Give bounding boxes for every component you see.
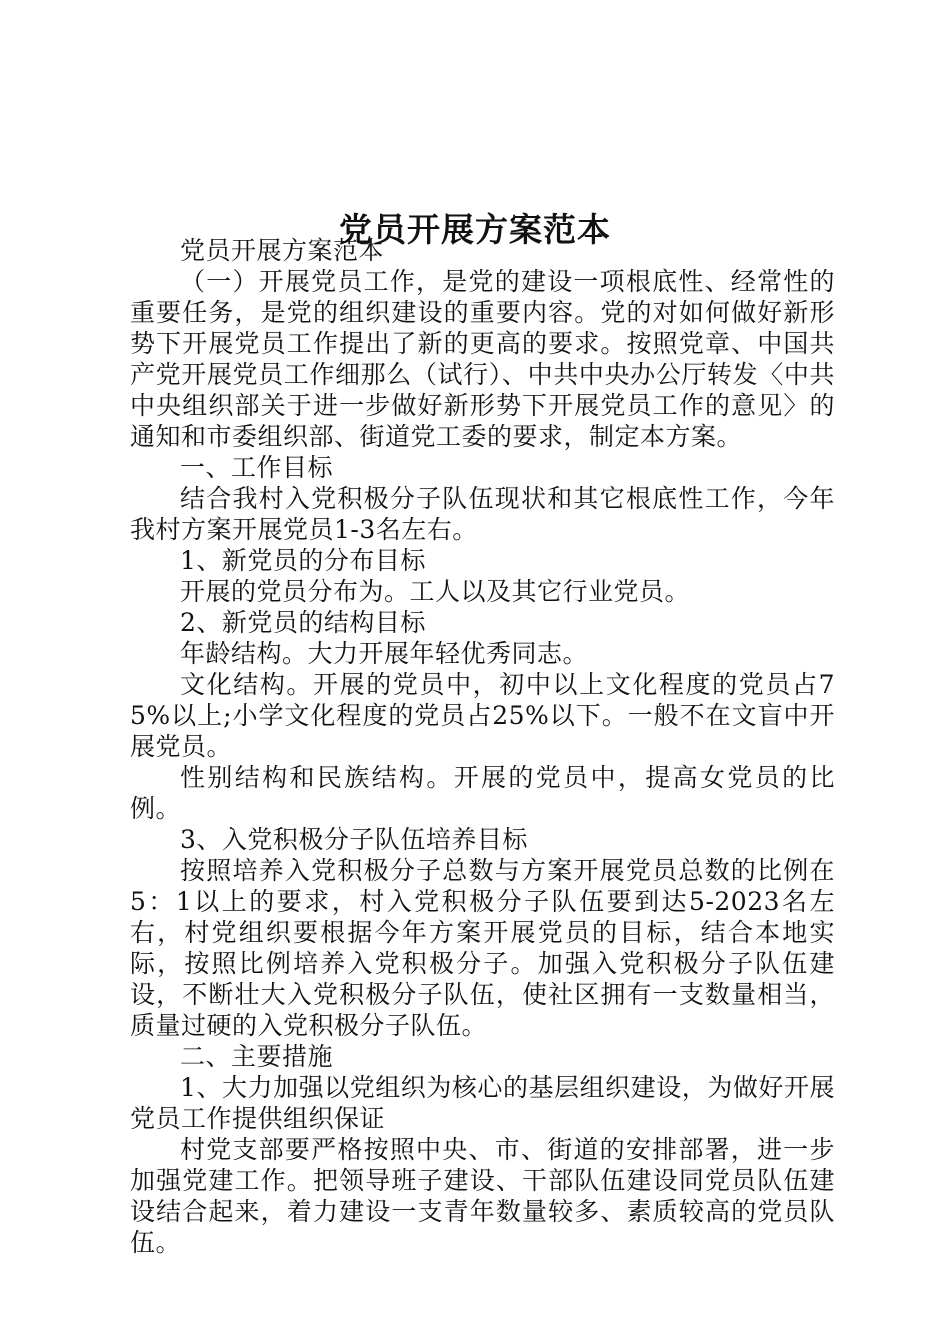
subsection-heading: 1、大力加强以党组织为核心的基层组织建设，为做好开展党员工作提供组织保证 [130, 1073, 835, 1133]
paragraph: 文化结构。开展的党员中，初中以上文化程度的党员占75%以上;小学文化程度的党员占25%以下。一般不在文盲中开展党员。 [130, 670, 835, 761]
paragraph: （一）开展党员工作，是党的建设一项根底性、经常性的重要任务，是党的组织建设的重要内容。党的对如何做好新形势下开展党员工作提出了新的更高的要求。按照党章、中国共产党开展党员工作细那么（试行）、中共中央办公厅转发〈中共中央组织部关于进一步做好新形势下开展党员工作的意见〉的通知和市委组织部、街道党工委的要求，制定本方案。 [130, 267, 835, 451]
paragraph: 结合我村入党积极分子队伍现状和其它根底性工作，今年我村方案开展党员1-3名左右。 [130, 484, 835, 544]
paragraph: 性别结构和民族结构。开展的党员中，提高女党员的比例。 [130, 763, 835, 823]
paragraph: 党员开展方案范本 [180, 236, 385, 265]
section-heading: 一、工作目标 [180, 453, 334, 482]
subsection-heading: 3、入党积极分子队伍培养目标 [180, 825, 528, 854]
paragraph: 开展的党员分布为。工人以及其它行业党员。 [180, 577, 691, 606]
section-heading: 二、主要措施 [180, 1042, 334, 1071]
subsection-heading: 1、新党员的分布目标 [180, 546, 426, 575]
paragraph: 年龄结构。大力开展年轻优秀同志。 [180, 639, 589, 668]
paragraph: 村党支部要严格按照中央、市、街道的安排部署，进一步加强党建工作。把领导班子建设、干部队伍建设同党员队伍建设结合起来，着力建设一支青年数量较多、素质较高的党员队伍。 [130, 1135, 835, 1257]
subsection-heading: 2、新党员的结构目标 [180, 608, 426, 637]
document-title: 党员开展方案范本 [339, 210, 611, 250]
document-body [130, 235, 835, 1258]
paragraph: 按照培养入党积极分子总数与方案开展党员总数的比例在5：1以上的要求，村入党积极分子队伍要到达5-2023名左右，村党组织要根据今年方案开展党员的目标，结合本地实际，按照比例培养入党积极分子。加强入党积极分子队伍建设，不断壮大入党积极分子队伍，使社区拥有一支数量相当，质量过硬的入党积极分子队伍。 [130, 856, 835, 1040]
